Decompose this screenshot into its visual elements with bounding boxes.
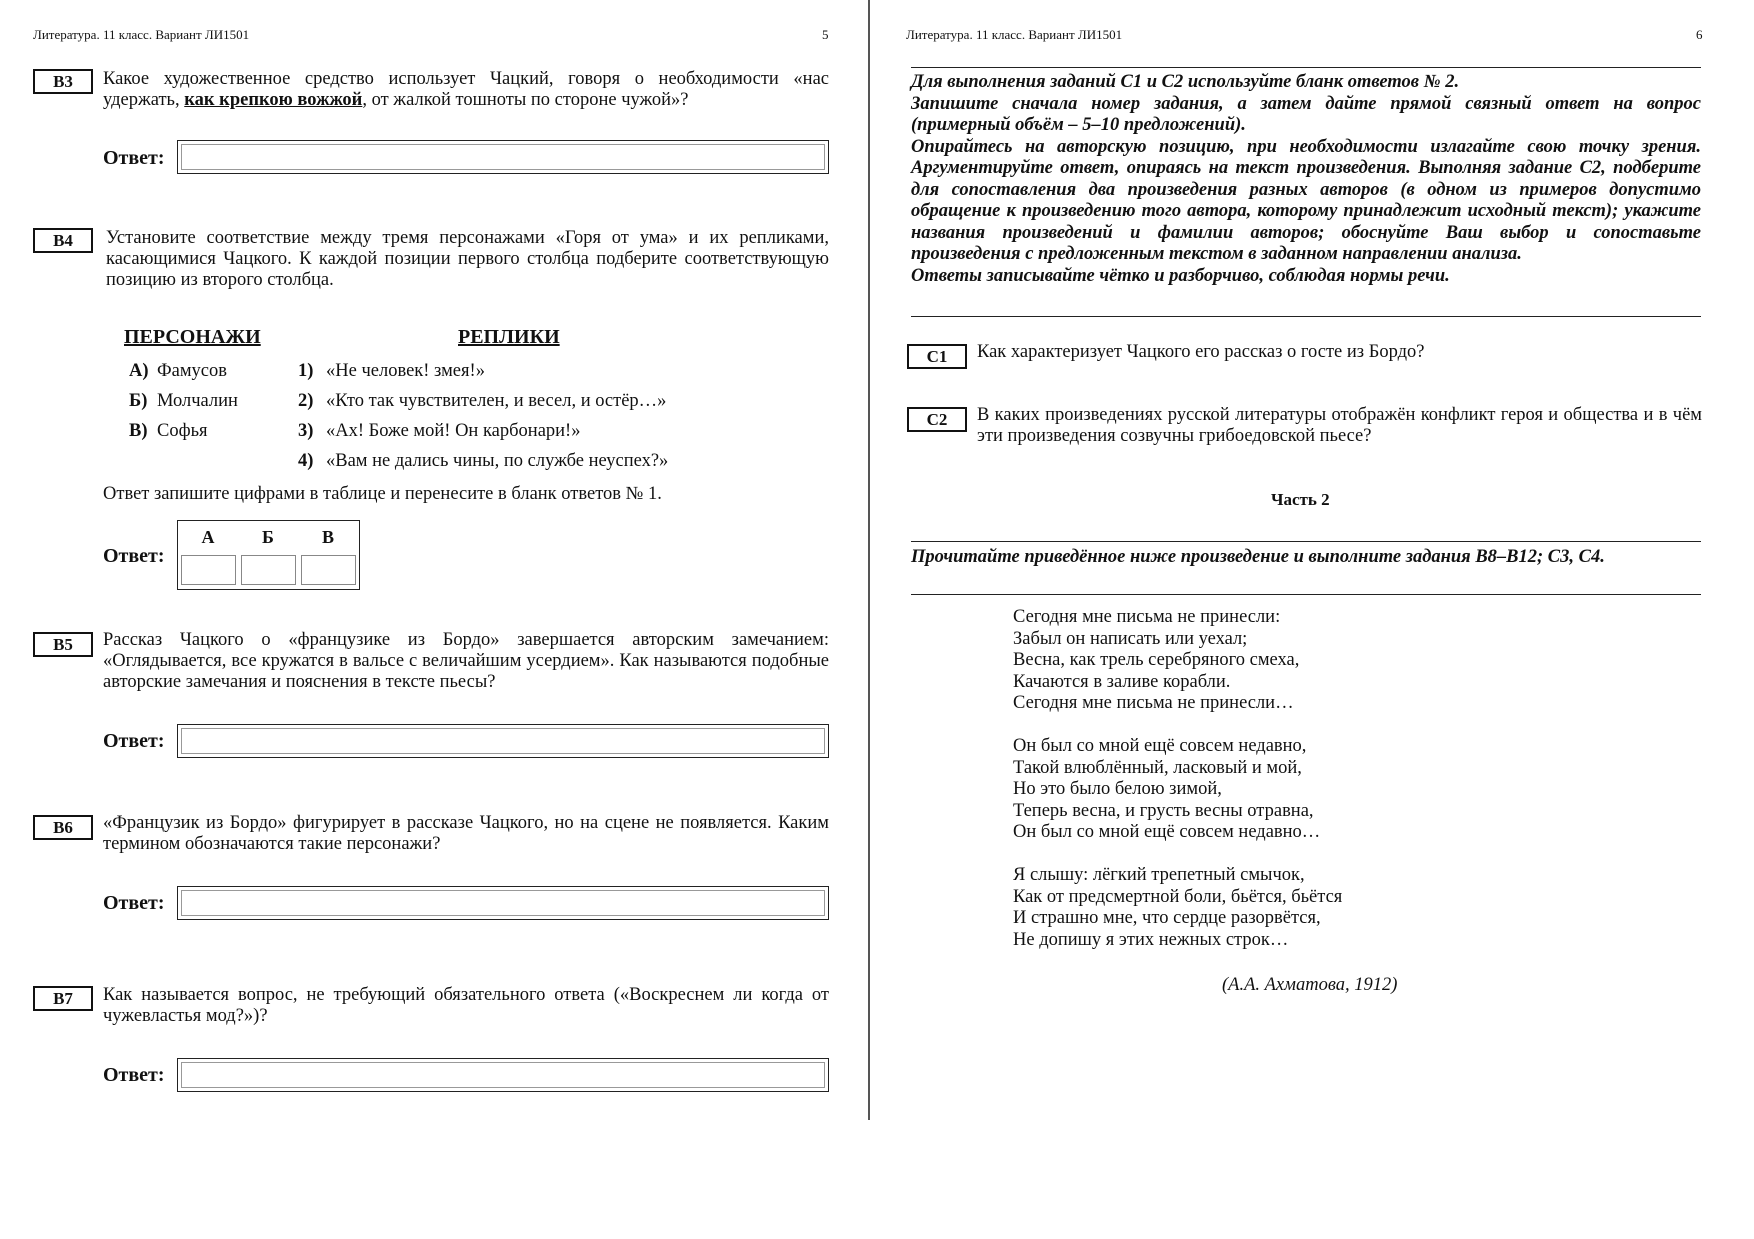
poem-line: Он был со мной ещё совсем недавно, bbox=[1013, 736, 1307, 756]
left-page bbox=[0, 0, 868, 1239]
task-b3-emphasis: как крепкою вожжой bbox=[184, 90, 363, 110]
poem-stanza bbox=[1013, 607, 1342, 715]
poem-line: Качаются в заливе корабли. bbox=[1013, 671, 1231, 692]
poem-line: Сегодня мне письма не принесли… bbox=[1013, 693, 1294, 713]
poem-author: (А.А. Ахматова, 1912) bbox=[1222, 975, 1398, 995]
poem bbox=[1013, 607, 1342, 973]
page-number: 6 bbox=[1696, 27, 1703, 42]
instructions-block bbox=[911, 72, 1701, 287]
answer-label: Ответ: bbox=[103, 1064, 165, 1086]
poem-line: Забыл он написать или уехал; bbox=[1013, 628, 1248, 649]
task-b7-text: Как называется вопрос, не требующий обязательного ответа («Воскреснем ли когда от чужевластья мод?»)? bbox=[103, 985, 829, 1026]
task-code-b3: B3 bbox=[33, 69, 93, 94]
poem-line: И страшно мне, что сердце разорвётся, bbox=[1013, 908, 1321, 928]
answer-field-b5[interactable] bbox=[177, 724, 829, 758]
line-item: 4) «Вам не дались чины, по службе неуспех?» bbox=[298, 451, 669, 471]
answer-label: Ответ: bbox=[103, 892, 165, 914]
answer-label: Ответ: bbox=[103, 730, 165, 752]
task-b5-text: Рассказ Чацкого о «французике из Бордо» завершается авторским замечанием: «Оглядывается, все кружатся в вальсе с величайшим усердием». Как называются подобные авторские замечания и пояснения в тексте пьесы? bbox=[103, 630, 829, 692]
page-number: 5 bbox=[822, 27, 829, 42]
part-title: Часть 2 bbox=[1271, 490, 1330, 509]
rule-line bbox=[911, 541, 1701, 542]
page-header: Литература. 11 класс. Вариант ЛИ1501 bbox=[906, 27, 1123, 42]
rule-line bbox=[911, 594, 1701, 595]
instruction-line: Ответы записывайте чётко и разборчиво, соблюдая нормы речи. bbox=[911, 265, 1450, 286]
answer-cell-v[interactable] bbox=[301, 555, 356, 585]
poem-line: Теперь весна, и грусть весны отравна, bbox=[1013, 800, 1314, 821]
poem-line: Такой влюблённый, ласковый и мой, bbox=[1013, 757, 1302, 778]
task-c2-text: В каких произведениях русской литературы отображён конфликт героя и общества и в чём эти произведения созвучны грибоедовской пьесе? bbox=[977, 405, 1702, 446]
poem-line: Весна, как трель серебряного смеха, bbox=[1013, 650, 1300, 670]
column-header-characters: ПЕРСОНАЖИ bbox=[124, 326, 261, 348]
table-header: А bbox=[201, 527, 215, 547]
answer-field-b3[interactable] bbox=[177, 140, 829, 174]
page-header: Литература. 11 класс. Вариант ЛИ1501 bbox=[33, 27, 250, 42]
task-b3-text-part: Какое художественное средство использует Чацкий, говоря о необходимости «нас удержать, bbox=[103, 69, 829, 110]
task-c1-text: Как характеризует Чацкого его рассказ о госте из Бордо? bbox=[977, 342, 1425, 362]
part-instruction: Прочитайте приведённое ниже произведение и выполните задания В8–В12; С3, С4. bbox=[911, 547, 1605, 567]
task-code-b6: B6 bbox=[33, 815, 93, 840]
answer-field-b7[interactable] bbox=[177, 1058, 829, 1092]
answer-field-b6[interactable] bbox=[177, 886, 829, 920]
task-code-c1: C1 bbox=[907, 344, 967, 369]
table-header: Б bbox=[262, 527, 274, 547]
character-item: А) Фамусов bbox=[129, 361, 227, 381]
task-code-b5: B5 bbox=[33, 632, 93, 657]
instruction-line: Для выполнения заданий С1 и С2 используйте бланк ответов № 2. bbox=[911, 72, 1460, 92]
task-code-b7: B7 bbox=[33, 986, 93, 1011]
answer-table-b4 bbox=[177, 520, 360, 590]
poem-line: Я слышу: лёгкий трепетный смычок, bbox=[1013, 865, 1305, 885]
rule-line bbox=[911, 316, 1701, 317]
answer-cell-a[interactable] bbox=[181, 555, 236, 585]
poem-line: Сегодня мне письма не принесли: bbox=[1013, 607, 1281, 627]
character-item: В) Софья bbox=[129, 421, 208, 441]
task-code-c2: C2 bbox=[907, 407, 967, 432]
instruction-line: Запишите сначала номер задания, а затем дайте прямой связный ответ на вопрос (примерный объём – 5–10 предложений). bbox=[911, 93, 1701, 135]
line-item: 3) «Ах! Боже мой! Он карбонари!» bbox=[298, 421, 581, 441]
poem-line: Но это было белою зимой, bbox=[1013, 779, 1222, 799]
instruction-line: Опирайтесь на авторскую позицию, при необходимости излагайте свою точку зрения. Аргументируйте ответ, опираясь на текст произведения. Выполняя задание С2, подберите для сопоставления два произведения разных авторов (в одном из примеров допустимо обращение к произведению того автора, которому принадлежит исходный текст); укажите названия произведений и фамилии авторов; обоснуйте Ваш выбор и сопоставьте произведения с предложенным текстом в заданном направлении анализа. bbox=[911, 136, 1701, 264]
poem-stanza bbox=[1013, 865, 1342, 951]
poem-line: Не допишу я этих нежных строк… bbox=[1013, 929, 1289, 950]
page-divider bbox=[868, 0, 870, 1120]
rule-line bbox=[911, 67, 1701, 68]
line-item: 2) «Кто так чувствителен, и весел, и остёр…» bbox=[298, 391, 667, 411]
task-b3-text bbox=[103, 69, 829, 111]
character-item: Б) Молчалин bbox=[129, 391, 238, 411]
answer-label: Ответ: bbox=[103, 147, 165, 169]
task-b6-text: «Французик из Бордо» фигурирует в рассказе Чацкого, но на сцене не появляется. Каким термином обозначаются такие персонажи? bbox=[103, 813, 829, 854]
answer-label: Ответ: bbox=[103, 545, 165, 567]
right-page bbox=[871, 0, 1754, 1239]
line-item: 1) «Не человек! змея!» bbox=[298, 361, 485, 381]
task-b4-text: Установите соответствие между тремя персонажами «Горя от ума» и их репликами, касающимися Чацкого. К каждой позиции первого столбца подберите соответствующую позицию из второго столбца. bbox=[106, 228, 829, 290]
answer-cell-b[interactable] bbox=[241, 555, 296, 585]
task-code-b4: B4 bbox=[33, 228, 93, 253]
poem-line: Как от предсмертной боли, бьётся, бьётся bbox=[1013, 886, 1343, 907]
task-b3-text-part: , от жалкой тошноты по стороне чужой»? bbox=[362, 90, 689, 110]
column-header-lines: РЕПЛИКИ bbox=[458, 326, 560, 348]
task-b4-instruction: Ответ запишите цифрами в таблице и перенесите в бланк ответов № 1. bbox=[103, 484, 662, 504]
poem-stanza bbox=[1013, 736, 1342, 844]
poem-line: Он был со мной ещё совсем недавно… bbox=[1013, 822, 1321, 842]
table-header: В bbox=[321, 527, 334, 547]
